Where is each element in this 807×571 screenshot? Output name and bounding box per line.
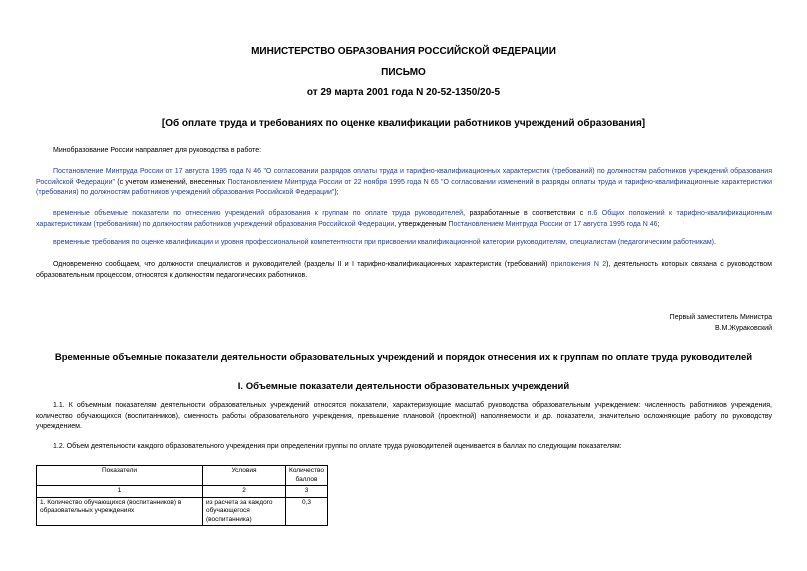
table-header-cell: Количество баллов bbox=[286, 466, 328, 486]
table-header-row bbox=[37, 466, 328, 486]
item2-text2: , утвержденным bbox=[394, 220, 449, 228]
item1-link2[interactable]: Постановлением Минтруда России от 22 ноября 1995 года N 65 "О согласовании изменений в разряды оплаты труда и тарифно-квалификационные характеристики (требования) по должностям работников учреждений образования Российской Федерации" bbox=[36, 178, 772, 196]
notice-text-a: Одновременно сообщаем, что должности специалистов и руководителей (разделы II и I тарифно-квалификационных характеристик (требований) bbox=[53, 261, 551, 268]
table-number-cell: 1 bbox=[37, 486, 203, 498]
intro-paragraph: Минобразование России направляет для руководства в работе: bbox=[53, 147, 262, 154]
ministry-heading: МИНИСТЕРСТВО ОБРАЗОВАНИЯ РОССИЙСКОЙ ФЕДЕРАЦИИ bbox=[251, 46, 556, 57]
section-title: Временные объемные показатели деятельности образовательных учреждений и порядок отнесения их к группам по оплате труда руководителей bbox=[54, 352, 753, 363]
item3-end: . bbox=[714, 239, 716, 246]
item1-paragraph bbox=[36, 167, 772, 199]
document-type: ПИСЬМО bbox=[381, 67, 426, 78]
signature-position: Первый заместитель Министра bbox=[669, 314, 772, 321]
item1-text: (с учетом изменений, внесенных bbox=[114, 178, 228, 186]
item2-paragraph bbox=[36, 209, 772, 230]
item1-end: ); bbox=[334, 189, 339, 196]
table-header-cell: Условия bbox=[203, 466, 286, 486]
table-cell: из расчета за каждого обучающегося (воспитанника) bbox=[203, 497, 286, 526]
signature-name: В.М.Жураковский bbox=[714, 324, 772, 332]
table-cell: 0,3 bbox=[286, 497, 328, 526]
item3-paragraph bbox=[36, 238, 772, 249]
item2-link2[interactable]: п.6 Общих положений к тарифно-квалификационным характеристикам (требованиям) по должностям работников учреждений образования Российской Федерации bbox=[36, 210, 772, 228]
table-cell: 1. Количество обучающихся (воспитанников) в образовательных учреждениях bbox=[37, 497, 203, 526]
item2-link3[interactable]: Постановлением Минтруда России от 17 августа 1995 года N 46 bbox=[448, 220, 658, 228]
item2-end: ; bbox=[657, 220, 660, 228]
appendix-link[interactable]: приложения N 2 bbox=[550, 261, 607, 268]
document-date-number: от 29 марта 2001 года N 20-52-1350/20-5 bbox=[306, 87, 501, 98]
table-number-row bbox=[37, 486, 328, 498]
item2-link[interactable]: временные объемные показатели по отнесению учреждений образования к группам по оплате труда руководителей bbox=[53, 210, 464, 217]
table-header-cell: Показатели bbox=[37, 466, 203, 486]
item3-link[interactable]: временные требования по оценке квалификации и уровня профессиональной компетентности при присвоении квалификационной категории руководителям, специалистам (педагогическим работникам) bbox=[53, 239, 715, 246]
section-subtitle: I. Объемные показатели деятельности образовательных учреждений bbox=[237, 381, 570, 392]
notice-text-b: ), деятельность которых связана с руководством образовательным процессом, относятся к должностям педагогических работников. bbox=[36, 261, 772, 279]
section-paragraph-1-1: 1.1. К объемным показателям деятельности образовательных учреждений относятся показатели, характеризующие масштаб руководства образовательным учреждением: численность работников учреждения, количество обучающихся (воспитанников), сменность работы образовательного учреждения, превышение плановой (проектной) наполняемости и др. показатели, значительно осложняющие работу по руководству учреждением. bbox=[36, 402, 772, 430]
section-paragraph-1-2: 1.2. Объем деятельности каждого образовательного учреждения при определении группы по оплате труда руководителей оценивается в баллах по следующим показателям: bbox=[53, 443, 622, 450]
item2-text: , разработанные в соответствии с bbox=[463, 210, 588, 217]
signature-block bbox=[670, 313, 772, 334]
document-subject: [Об оплате труда и требованиях по оценке квалификации работников учреждений образования] bbox=[161, 118, 646, 129]
item1-link[interactable]: Постановление Минтруда России от 17 августа 1995 года N 46 "О согласовании разрядов оплаты труда и тарифно-квалификационных характеристик (требований) по должностям работников учреждений образования Российской Федерации" bbox=[36, 168, 772, 186]
table-row bbox=[37, 497, 328, 526]
table-number-cell: 3 bbox=[286, 486, 328, 498]
indicators-table bbox=[36, 465, 328, 526]
table-number-cell: 2 bbox=[203, 486, 286, 498]
notice-paragraph bbox=[36, 260, 772, 281]
